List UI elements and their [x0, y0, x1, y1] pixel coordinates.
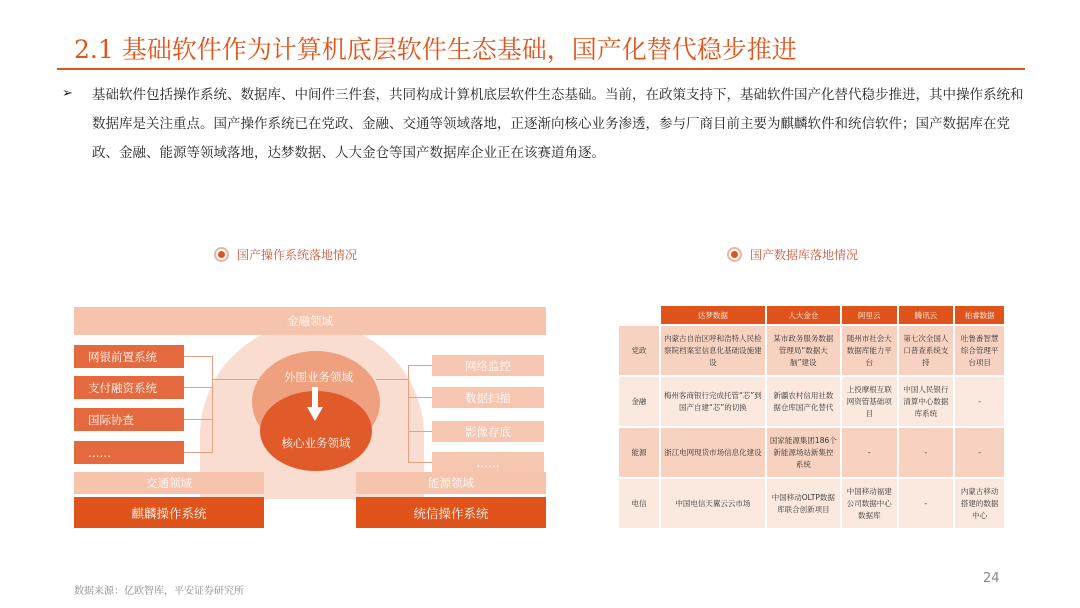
finance-domain-bar: 金融领域	[74, 307, 546, 335]
connector-line	[376, 379, 408, 380]
table-cell: -	[842, 428, 897, 477]
table-cell: 中国人民银行清算中心数据库系统	[899, 377, 954, 426]
connector-line	[212, 379, 258, 380]
table-cell: -	[955, 428, 1004, 477]
page-number: 24	[983, 571, 1000, 586]
table-cell: 第七次全国人口普查系统支持	[899, 326, 954, 375]
table-cell: 随州市社会大数据库能力平台	[842, 326, 897, 375]
core-business-label: 核心业务领域	[281, 436, 351, 450]
connector-line	[184, 419, 212, 420]
title-divider	[57, 68, 1025, 70]
table-cell: 梅州客商银行完成托管“芯”到国产自建“芯”的切换	[661, 377, 765, 426]
outer-business-label: 外围业务领域	[284, 370, 353, 384]
table-row	[619, 326, 1004, 375]
connector-line	[408, 462, 432, 463]
table-row-header: 能源	[619, 428, 659, 477]
table-row-header: 电信	[619, 479, 659, 528]
energy-domain-bar: 能源领域	[356, 472, 546, 494]
traffic-domain-bar: 交通领域	[74, 472, 264, 494]
bullet-arrow-icon: ➢	[62, 86, 73, 101]
table-cell: -	[955, 377, 1004, 426]
left-item-netbank: 网银前置系统	[74, 345, 184, 368]
right-item-more: ……	[432, 452, 544, 473]
table-cell: -	[899, 479, 954, 528]
table-row	[619, 428, 1004, 477]
down-arrow-icon	[307, 387, 323, 421]
table-cell: 中国移动OLTP数据库联合创新项目	[767, 479, 840, 528]
slide-title: 2.1 基础软件作为计算机底层软件生态基础，国产化替代稳步推进	[74, 35, 797, 64]
db-section-title: 国产数据库落地情况	[750, 248, 859, 262]
table-header-cell	[619, 306, 659, 324]
kylin-os-box: 麒麟操作系统	[74, 497, 264, 528]
table-header-row	[619, 306, 1004, 324]
table-header-cell: 柏睿数据	[955, 306, 1004, 324]
os-section-heading	[214, 246, 357, 263]
table-cell: 中国移动福建公司数据中心数据库	[842, 479, 897, 528]
db-landing-table	[617, 304, 1006, 530]
left-item-intl: 国际协查	[74, 408, 184, 431]
connector-line	[184, 452, 212, 453]
connector-line	[184, 356, 212, 357]
right-item-monitor: 网络监控	[432, 355, 544, 376]
connector-line	[408, 397, 432, 398]
table-cell: -	[899, 428, 954, 477]
table-cell: 内蒙古移动搭建的数据中心	[955, 479, 1004, 528]
os-landing-diagram	[74, 307, 550, 531]
table-cell: 上投摩根互联网资管基础项目	[842, 377, 897, 426]
table-header-cell: 人大金仓	[767, 306, 840, 324]
table-row	[619, 377, 1004, 426]
table-header-cell: 腾讯云	[899, 306, 954, 324]
table-header-cell: 达梦数据	[661, 306, 765, 324]
table-cell: 国家能源集团186个新能源场站新集控系统	[767, 428, 840, 477]
table-row	[619, 479, 1004, 528]
source-note: 数据来源：亿欧智库，平安证券研究所	[74, 586, 244, 597]
connector-line	[212, 356, 213, 453]
table-cell: 浙江电网现货市场信息化建设	[661, 428, 765, 477]
radio-icon	[727, 247, 742, 262]
db-section-heading	[727, 246, 858, 263]
table-header-cell: 阿里云	[842, 306, 897, 324]
os-section-title: 国产操作系统落地情况	[237, 248, 358, 262]
table-cell: 某市政务服务数据管理局“数据大脑”建设	[767, 326, 840, 375]
uos-box: 统信操作系统	[356, 497, 546, 528]
table-row-header: 党政	[619, 326, 659, 375]
connector-line	[184, 387, 212, 388]
radio-icon	[214, 247, 229, 262]
table-cell: 吐鲁番智慧综合管理平台项目	[955, 326, 1004, 375]
connector-line	[408, 431, 432, 432]
table-cell: 内蒙古自治区呼和浩特人民检察院档案室信息化基础设施建设	[661, 326, 765, 375]
table-cell: 中国电信天翼云云市场	[661, 479, 765, 528]
connector-line	[408, 365, 432, 366]
connector-line	[408, 365, 409, 462]
left-item-payment: 支付融资系统	[74, 376, 184, 399]
left-item-more: ……	[74, 441, 184, 464]
table-cell: 新疆农村信用社数据仓库国产化替代	[767, 377, 840, 426]
right-item-scan: 数据扫描	[432, 387, 544, 408]
bullet-paragraph: 基础软件包括操作系统、数据库、中间件三件套，共同构成计算机底层软件生态基础。当前，在政策支持下，基础软件国产化替代稳步推进，其中操作系统和数据库是关注重点。国产操作系统已在党政、金融、交通等领域落地，正逐渐向核心业务渗透，参与厂商目前主要为麒麟软件和统信软件；国产数据库在党政、金融、能源等领域落地，达梦数据、人大金仓等国产数据库企业正在该赛道角逐。	[92, 87, 1024, 161]
right-item-image: 影像存底	[432, 421, 544, 442]
table-row-header: 金融	[619, 377, 659, 426]
